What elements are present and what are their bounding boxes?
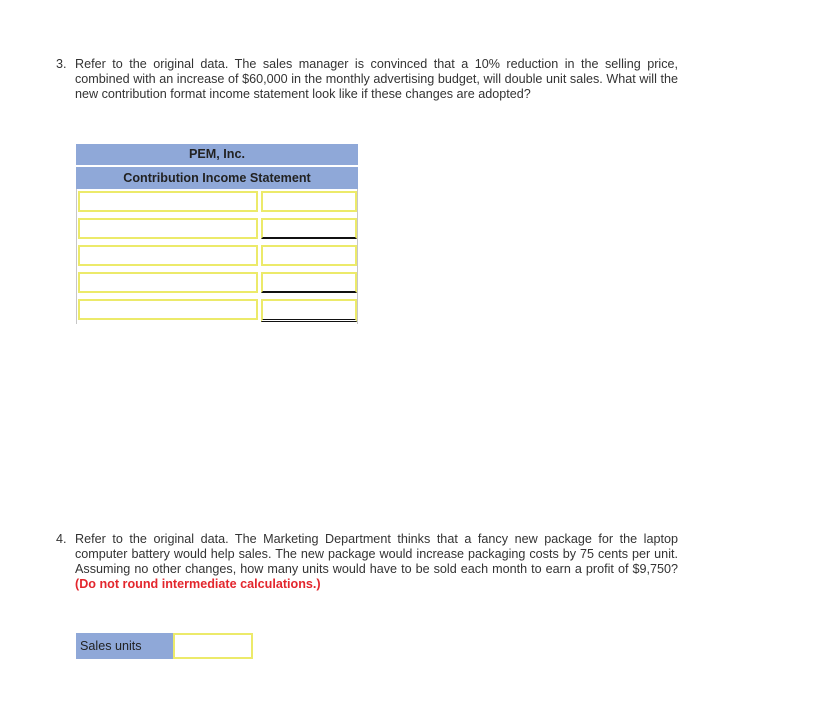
income-statement-table xyxy=(76,144,358,324)
amount-input[interactable] xyxy=(261,272,357,293)
question-4 xyxy=(56,532,678,592)
question-number: 4. xyxy=(56,532,67,546)
amount-input[interactable] xyxy=(261,191,357,212)
line-label-input[interactable] xyxy=(78,191,258,212)
statement-row xyxy=(76,270,358,297)
question-text: Refer to the original data. The Marketing Department thinks that a fancy new package for the laptop computer battery would help sales. The new package would increase packaging costs by 75 cents per unit. Assuming no other changes, how many units would have to be sold each month to earn a profit of $9,750? xyxy=(75,532,678,576)
statement-row xyxy=(76,189,358,216)
question-3 xyxy=(56,57,678,102)
statement-row xyxy=(76,243,358,270)
line-label-input[interactable] xyxy=(78,245,258,266)
sales-units-row xyxy=(76,633,254,659)
line-label-input[interactable] xyxy=(78,272,258,293)
sales-units-label: Sales units xyxy=(76,633,173,659)
line-label-input[interactable] xyxy=(78,218,258,239)
question-text: Refer to the original data. The sales manager is convinced that a 10% reduction in the selling price, combined with an increase of $60,000 in the monthly advertising budget, will double unit sales. What will the new contribution format income statement look like if these changes are adopted? xyxy=(75,57,678,101)
amount-input[interactable] xyxy=(261,245,357,266)
statement-row xyxy=(76,297,358,324)
rounding-note: (Do not round intermediate calculations.) xyxy=(75,577,321,591)
amount-input[interactable] xyxy=(261,218,357,239)
question-text-wrapper xyxy=(75,532,678,592)
company-name: PEM, Inc. xyxy=(76,144,358,167)
question-number: 3. xyxy=(56,57,67,71)
amount-input[interactable] xyxy=(261,299,357,322)
statement-row xyxy=(76,216,358,243)
sales-units-input[interactable] xyxy=(173,633,253,659)
line-label-input[interactable] xyxy=(78,299,258,320)
statement-title: Contribution Income Statement xyxy=(76,167,358,189)
